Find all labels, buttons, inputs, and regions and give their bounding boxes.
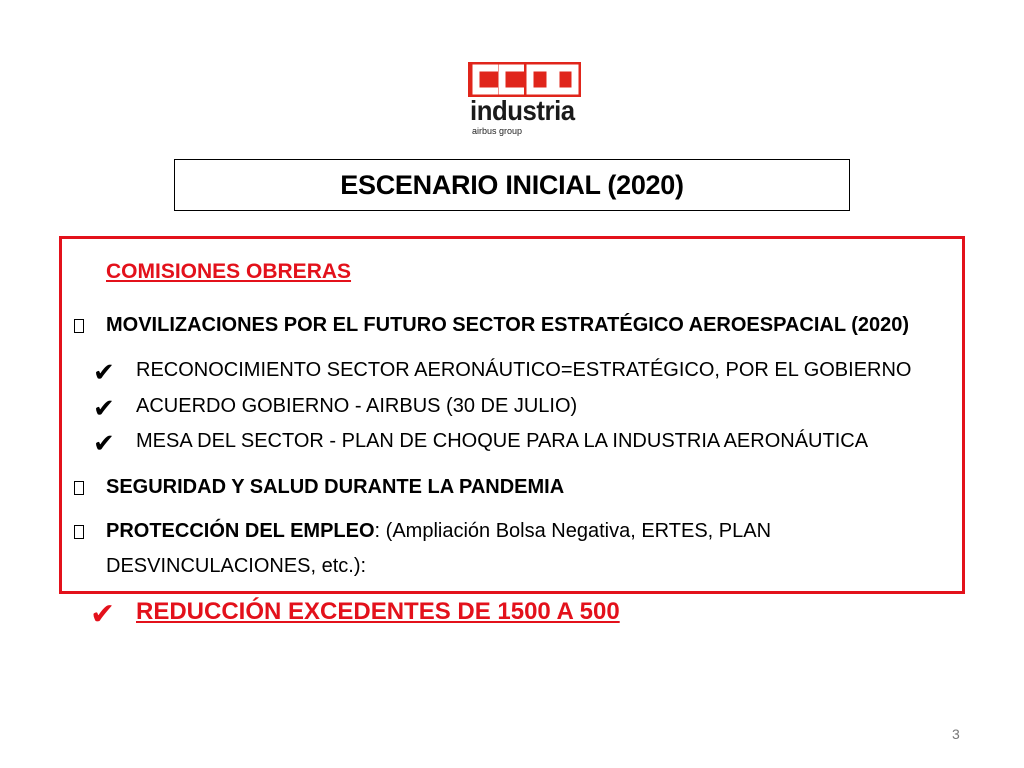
page-number: 3 [952,726,960,742]
check-icon: ✔ [93,357,115,387]
ccoo-letters-icon [468,62,581,97]
item-heading: SEGURIDAD Y SALUD DURANTE LA PANDEMIA [106,476,565,498]
sub-item: RECONOCIMIENTO SECTOR AERONÁUTICO=ESTRATÉGICO, POR EL GOBIERNO [136,359,912,381]
logo-wordmark: industria [470,95,575,126]
bullet-box-icon [74,525,84,539]
ccoo-industria-logo [468,62,584,140]
logo-subtitle: airbus group [472,126,523,136]
item-detail-continued: DESVINCULACIONES, etc.): [106,555,367,577]
item-detail: : (Ampliación Bolsa Negativa, ERTES, PLAN [374,520,772,542]
title-box [174,159,850,211]
check-icon: ✔ [93,428,115,458]
item-employment [106,520,771,543]
sub-item: ACUERDO GOBIERNO - AIRBUS (30 DE JULIO) [136,395,578,417]
item-heading: PROTECCIÓN DEL EMPLEO [106,520,375,542]
check-icon: ✔ [93,393,115,423]
section-title: COMISIONES OBRERAS [106,260,352,283]
ccoo-logo-mark [468,62,581,97]
bullet-box-icon [74,319,84,333]
item-heading: MOVILIZACIONES POR EL FUTURO SECTOR ESTRATÉGICO AEROESPACIAL (2020) [106,314,910,336]
page-title: ESCENARIO INICIAL (2020) [340,169,684,200]
highlight-text: REDUCCIÓN EXCEDENTES DE 1500 A 500 [136,598,620,625]
sub-item: MESA DEL SECTOR - PLAN DE CHOQUE PARA LA INDUSTRIA AERONÁUTICA [136,430,869,452]
bullet-box-icon [74,481,84,495]
red-check-icon: ✔ [90,598,116,631]
